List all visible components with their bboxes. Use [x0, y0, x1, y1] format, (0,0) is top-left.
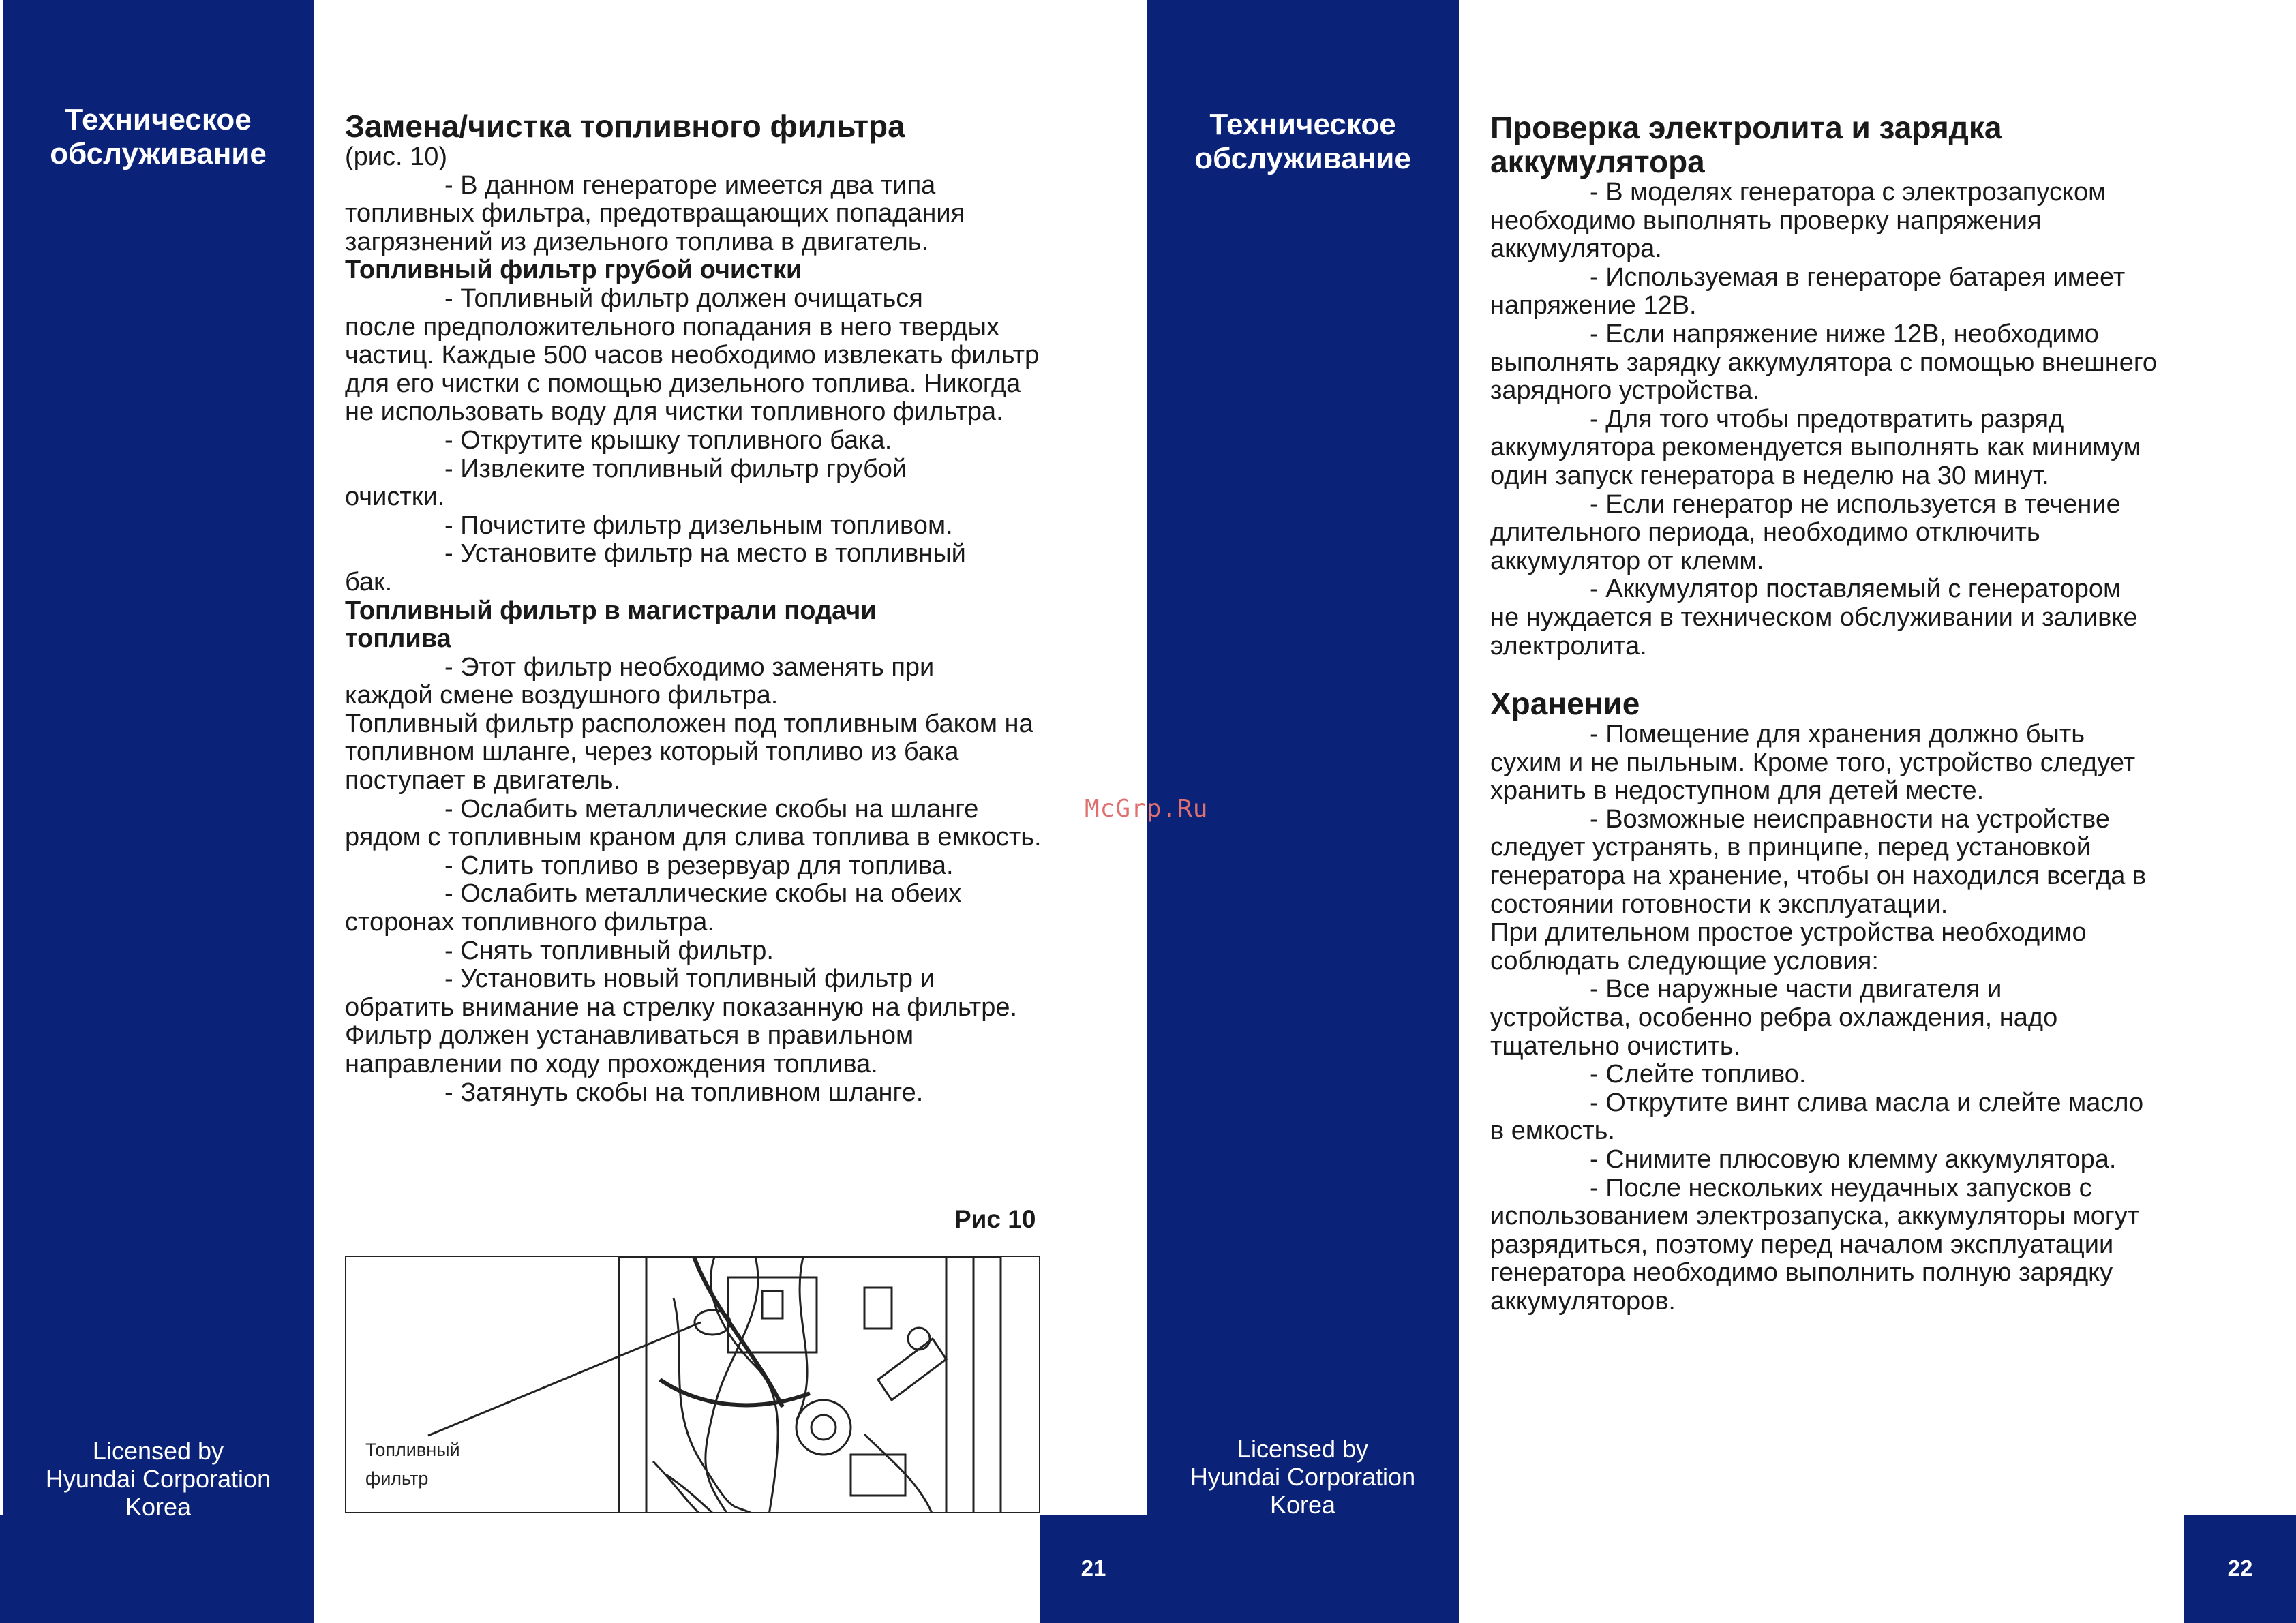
left-sidebar [3, 0, 314, 1515]
subheading-coarse-filter: Топливный фильтр грубой очистки [345, 256, 802, 285]
storage-heading: Хранение [1490, 686, 1640, 722]
subheading-inline-filter: Топливный фильтр в магистрали подачи топлива [345, 596, 877, 654]
left-heading: Замена/чистка топливного фильтра [345, 108, 905, 144]
left-section-title: Техническое обслуживание [50, 103, 267, 170]
section-spacer [1490, 661, 2192, 686]
figure-caption: Топливный фильтр [365, 1440, 460, 1489]
right-heading: Проверка электролита и зарядка аккумулятора [1490, 110, 2002, 179]
page-number-left: 21 [1081, 1556, 1106, 1581]
left-content: Замена/чистка топливного фильтра (рис. 10) - В данном генераторе имеется два типа топливных фильтра, предотвращающих попадания загрязнений из дизельного топлива в двигатель. Топливный фильтр грубой очистки - Топливный фильтр должен очищаться после предположительного попадания в него твердых частиц. Каждые 500 часов необходимо извлекать фильтр для его чистки с помощью дизельного топлива. Никогда не использовать воду для чистки топливного фильтра. - Открутите крышку топливного бака. - Извлеките топливный фильтр грубой очистки. - Почистите фильтр дизельным топливом. - Установите фильтр на место в топливный бак. Топливный фильтр в магистрали подачи топлива - Этот фильтр необходимо заменять при каждой смене воздушного фильтра. Топливный фильтр расположен под топливным баком на топливном шланге, через который топливо из бака поступает в двигатель. - Ослабить металлические скобы на шланге рядом с топливным краном для слива топлива в емкость. - Слить топливо в резервуар для топлива. - Ослабить металлические скобы на обеих сторонах топливного фильтра. - Снять топливный фильтр. - Установить новый топливный фильтр и обратить внимание на стрелку показанную на фильтре. Фильтр должен устанавливаться в правильном направлении по ходу прохождения топлива. - Затянуть скобы на топливном шланге. [345, 109, 1047, 1107]
left-footer-band-left [0, 1515, 314, 1623]
figure-label: Рис 10 [954, 1205, 1036, 1233]
figure-fuel-filter [345, 1256, 1040, 1513]
watermark: McGrp.Ru [1085, 795, 1209, 823]
left-license: Licensed by Hyundai Corporation Korea [45, 1437, 271, 1521]
right-section-title: Техническое обслуживание [1194, 108, 1411, 175]
right-license: Licensed by Hyundai Corporation Korea [1190, 1435, 1416, 1519]
heading-ref: (рис. 10) [345, 142, 448, 171]
page-number-right: 22 [2227, 1556, 2253, 1581]
right-content: Проверка электролита и зарядка аккумулятора - В моделях генератора с электрозапуском необходимо выполнять проверку напряжения аккумулятора. - Используемая в генераторе батарея имеет напряжение 12В. - Если напряжение ниже 12В, необходимо выполнять зарядку аккумулятора с помощью внешнего зарядного устройства. - Для того чтобы предотвратить разряд аккумулятора рекомендуется выполнять как минимум один запуск генератора в неделю на 30 минут. - Если генератор не используется в течение длительного периода, необходимо отключить аккумулятор от клемм. - Аккумулятор поставляемый с генератором не нуждается в техническом обслуживании и заливке электролита. Хранение - Помещение для хранения должно быть сухим и не пыльным. Кроме того, устройство следует хранить в недоступном для детей месте. - Возможные неисправности на устройстве следует устранять, в принципе, перед установкой генератора на хранение, чтобы он находился всегда в состоянии готовности к эксплуатации. При длительном простое устройства необходимо соблюдать следующие условия: - Все наружные части двигателя и устройства, особенно ребра охлаждения, надо тщательно очистить. - Слейте топливо. - Открутите винт слива масла и слейте масло в емкость. - Снимите плюсовую клемму аккумулятора. - После нескольких неудачных запусков с использованием электрозапуска, аккумуляторы могут разрядиться, поэтому перед началом эксплуатации генератора необходимо выполнить полную зарядку аккумуляторов. [1490, 110, 2192, 1316]
